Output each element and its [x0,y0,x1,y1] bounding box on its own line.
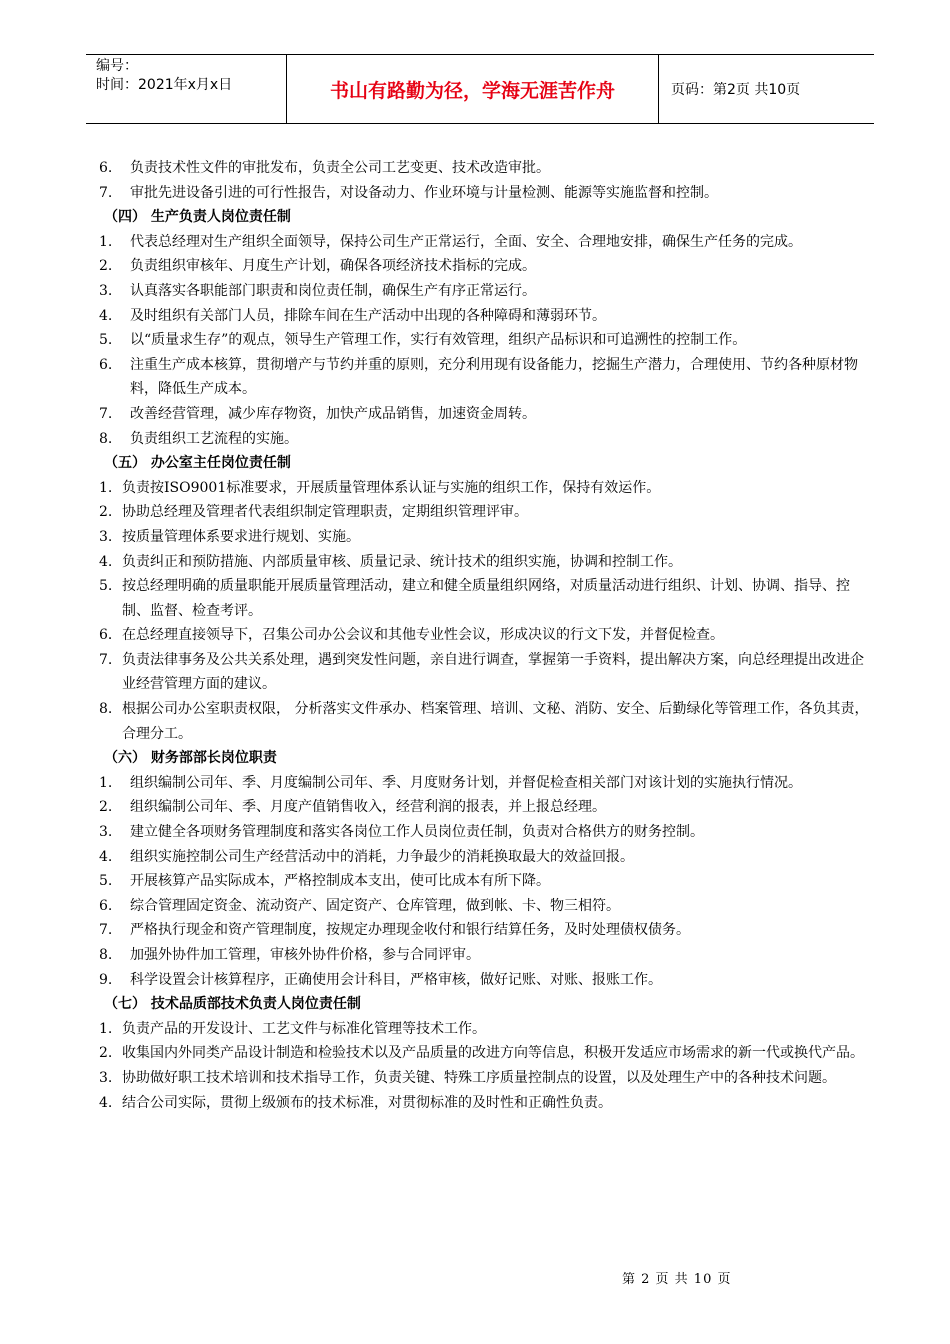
list-item-number: 9. [99,971,113,988]
list-item-number: 8. [99,701,113,718]
list-item [92,894,872,919]
list-item-text: 代表总经理对生产组织全面领导，保持公司生产正常运行，全面、安全、合理地安排，确保生产任务的完成。 [130,233,802,250]
list-item-text: 以“质量求生存”的观点，领导生产管理工作，实行有效管理，组织产品标识和可追溯性的控制工作。 [130,332,747,349]
list-item [92,181,872,206]
list-item-number: 3. [99,282,113,299]
page-footer: 第 2 页 共 10 页 [622,1272,732,1287]
list-item-text: 收集国内外同类产品设计制造和检验技术以及产品质量的改进方向等信息，积极开发适应市场需求的新一代或换代产品。 [122,1045,864,1062]
list-item [92,550,872,575]
list-item-text: 负责技术性文件的审批发布，负责全公司工艺变更、技术改造审批。 [130,160,550,176]
header-divider-right [658,55,659,123]
list-item-number: 1. [99,1020,113,1037]
list-item-text: 注重生产成本核算，贯彻增产与节约并重的原则，充分利用现有设备能力，挖掘生产潜力，合理使用、节约各种原材物料，降低生产成本。 [130,356,858,398]
list-item-number: 5. [99,873,113,890]
list-item-text: 组织实施控制公司生产经营活动中的消耗，力争最少的消耗换取最大的效益回报。 [130,848,634,865]
list-item [92,943,872,968]
list-item [92,427,872,452]
list-item [92,402,872,427]
list-item-number: 3. [99,1069,113,1086]
header-meta [96,57,286,95]
list-item-text: 在总经理直接领导下，召集公司办公会议和其他专业性会议，形成决议的行文下发，并督促检查。 [122,627,724,644]
list-item-text: 结合公司实际，贯彻上级颁布的技术标准，对贯彻标准的及时性和正确性负责。 [122,1094,612,1111]
list-item-number: 1. [99,233,113,250]
list-item-number: 7. [99,651,113,668]
list-item-number: 7. [99,405,113,422]
list-item [92,623,872,648]
list-item-number: 3. [99,824,113,841]
list-item-number: 1. [99,479,113,496]
list-item [92,1041,872,1066]
list-item-text: 负责组织审核年、月度生产计划，确保各项经济技术指标的完成。 [130,258,536,275]
list-item [92,574,872,623]
list-item [92,230,872,255]
list-item-number: 6. [99,160,113,176]
list-item-text: 科学设置会计核算程序，正确使用会计科目，严格审核，做好记账、对账、报账工作。 [130,971,662,988]
list-item-number: 4. [99,553,113,570]
list-item-text: 协助总经理及管理者代表组织制定管理职责，定期组织管理评审。 [122,504,528,521]
list-item-number: 2. [99,504,113,521]
list-item [92,795,872,820]
list-item-text: 审批先进设备引进的可行性报告，对设备动力、作业环境与计量检测、能源等实施监督和控制。 [130,184,718,201]
list-item-text: 按质量管理体系要求进行规划、实施。 [122,528,360,545]
list-item-text: 协助做好职工技术培训和技术指导工作，负责关键、特殊工序质量控制点的设置，以及处理生产中的各种技术问题。 [122,1069,836,1086]
list-item-text: 负责产品的开发设计、工艺文件与标准化管理等技术工作。 [122,1020,486,1037]
document-body [92,156,872,1115]
list-item [92,869,872,894]
list-item [92,1017,872,1042]
list-item [92,500,872,525]
list-item-text: 开展核算产品实际成本，严格控制成本支出，使可比成本有所下降。 [130,873,550,890]
list-item-number: 7. [99,922,113,939]
list-item-text: 改善经营管理，减少库存物资，加快产成品销售，加速资金周转。 [130,405,536,422]
list-item-text: 及时组织有关部门人员，排除车间在生产活动中出现的各种障碍和薄弱环节。 [130,307,606,324]
list-item-number: 3. [99,528,113,545]
list-item-text: 负责按ISO9001标准要求，开展质量管理体系认证与实施的组织工作，保持有效运作。 [122,479,661,496]
list-item-number: 1. [99,774,113,791]
list-item [92,304,872,329]
list-item [92,353,872,402]
list-item-text: 根据公司办公室职责权限， 分析落实文件承办、档案管理、培训、文秘、消防、安全、后勤绿化等管理工作，各负其责，合理分工。 [122,701,869,742]
section-title: （五） 办公室主任岗位责任制 [104,455,291,472]
document-date: 时间：2021年x月x日 [96,77,233,93]
list-item-text: 组织编制公司年、季、月度产值销售收入，经营利润的报表，并上报总经理。 [130,799,606,816]
list-item [92,1066,872,1091]
list-item-text: 按总经理明确的质量职能开展质量管理活动，建立和健全质量组织网络，对质量活动进行组织、计划、协调、指导、控制、监督、检查考评。 [122,578,850,619]
list-item-number: 5. [99,578,113,595]
list-item-number: 6. [99,897,113,914]
list-item-text: 综合管理固定资金、流动资产、固定资产、仓库管理，做到帐、卡、物三相符。 [130,897,620,914]
list-item [92,648,872,697]
list-item [92,1091,872,1116]
header-page-number: 页码：第2页 共10页 [671,82,801,98]
list-item [92,820,872,845]
list-item-number: 6． [99,627,122,644]
list-item-number: 6. [99,356,113,373]
list-item-number: 8. [99,947,113,963]
section-title: （四） 生产负责人岗位责任制 [104,209,291,226]
list-item [92,156,872,181]
list-item-number: 5. [99,332,113,349]
list-item [92,968,872,993]
list-item-number: 4. [99,307,113,324]
list-item [92,476,872,501]
list-item-text: 加强外协件加工管理，审核外协件价格，参与合同评审。 [130,947,480,963]
section-title: （六） 财务部部长岗位职责 [104,750,277,767]
list-item-text: 严格执行现金和资产管理制度，按规定办理现金收付和银行结算任务，及时处理债权债务。 [130,922,690,939]
list-item [92,918,872,943]
list-item [92,328,872,353]
list-item-text: 负责纠正和预防措施、内部质量审核、质量记录、统计技术的组织实施，协调和控制工作。 [122,553,682,570]
list-item-number: 2. [99,258,113,275]
list-item-text: 认真落实各职能部门职责和岗位责任制，确保生产有序正常运行。 [130,282,536,299]
section-title: （七） 技术品质部技术负责人岗位责任制 [104,996,361,1013]
list-item-number: 2. [99,799,113,816]
list-item-text: 建立健全各项财务管理制度和落实各岗位工作人员岗位责任制，负责对合格供方的财务控制。 [130,824,704,841]
list-item-number: 8. [99,430,113,447]
header-motto: 书山有路勤为径，学海无涯苦作舟 [329,79,615,102]
list-item-number: 2. [99,1045,113,1062]
list-item-number: 7. [99,184,113,201]
document-number-label: 编号： [96,58,138,74]
list-item [92,771,872,796]
list-item-number: 4. [99,848,113,865]
list-item-text: 组织编制公司年、季、月度编制公司年、季、月度财务计划，并督促检查相关部门对该计划的实施执行情况。 [130,774,802,791]
list-item-text: 负责法律事务及公共关系处理，遇到突发性问题，亲自进行调查，掌握第一手资料，提出解决方案，向总经理提出改进企业经营管理方面的建议。 [122,651,864,693]
list-item-number: 4. [99,1094,113,1111]
list-item [92,697,872,746]
list-item [92,254,872,279]
page-header [86,54,874,124]
list-item [92,525,872,550]
list-item [92,279,872,304]
list-item [92,845,872,870]
list-item-text: 负责组织工艺流程的实施。 [130,430,298,447]
